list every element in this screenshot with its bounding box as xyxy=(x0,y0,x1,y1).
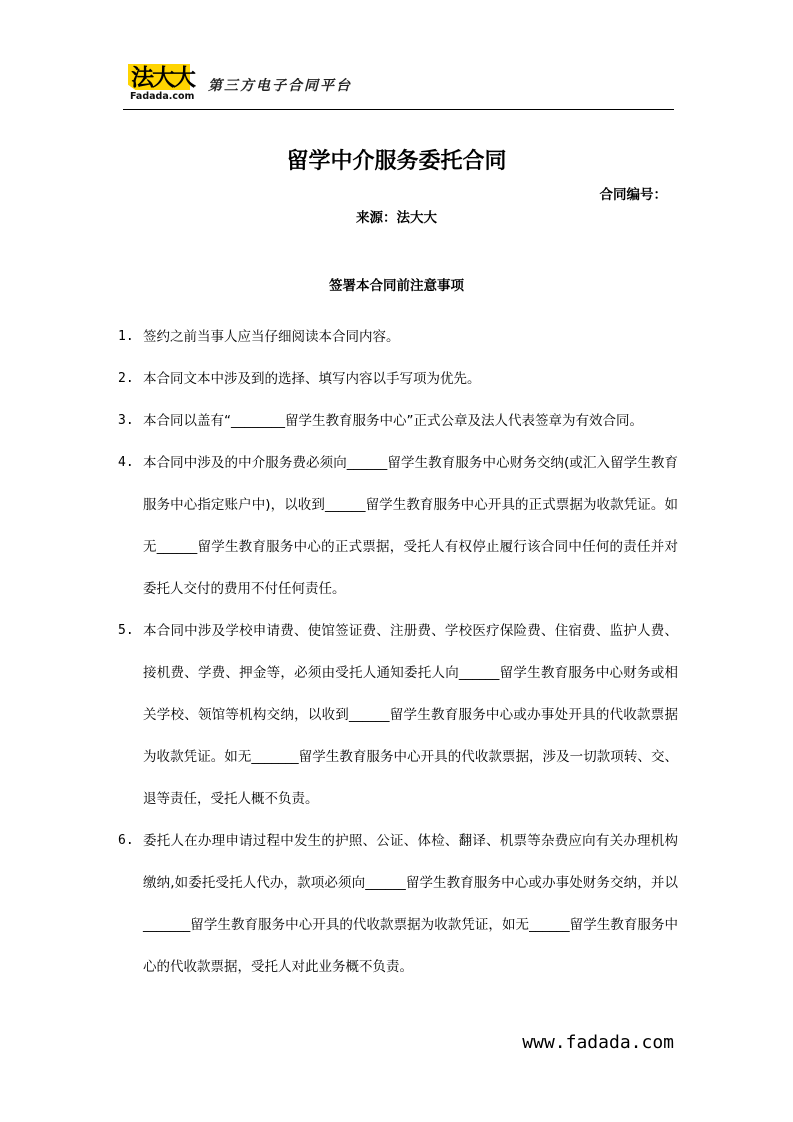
logo-text: 法大大 xyxy=(131,65,194,91)
notice-list xyxy=(118,316,678,988)
item-number: 3. xyxy=(118,413,134,428)
item-text: 本合同中涉及的中介服务费必须向______留学生教育服务中心财务交纳(或汇入留学生教育服务中心指定账户中)，以收到______留学生教育服务中心开具的正式票据为收款凭证。如无______留学生教育服务中心的正式票据，受托人有权停止履行该合同中任何的责任并对委托人交付的费用不付任何责任。 xyxy=(143,455,678,597)
item-text: 本合同以盖有“________留学生教育服务中心”正式公章及法人代表签章为有效合同。 xyxy=(143,413,643,429)
notice-heading: 签署本合同前注意事项 xyxy=(329,278,464,294)
item-number: 6. xyxy=(118,833,134,848)
platform-tagline: 第三方电子合同平台 xyxy=(208,78,352,94)
item-text: 本合同中涉及学校申请费、使馆签证费、注册费、学校医疗保险费、住宿费、监护人费、接机费、学费、押金等，必须由受托人通知委托人向______留学生教育服务中心财务或相关学校、领馆等机构交纳，以收到______留学生教育服务中心或办事处开具的代收款票据为收款凭证。如无_______留学生教育服务中心开具的代收款票据，涉及一切款项转、交、退等责任，受托人概不负责。 xyxy=(143,623,678,807)
notice-item xyxy=(118,400,678,442)
item-text: 本合同文本中涉及到的选择、填写内容以手写项为优先。 xyxy=(143,371,481,387)
document-title: 留学中介服务委托合同 xyxy=(286,148,507,174)
contract-number-label: 合同编号： xyxy=(599,187,667,203)
notice-item xyxy=(118,358,678,400)
fadada-logo xyxy=(128,64,198,104)
footer-website: www.fadada.com xyxy=(522,1032,674,1053)
notice-item xyxy=(118,610,678,820)
page-header xyxy=(123,60,674,110)
item-number: 1. xyxy=(118,329,134,344)
item-number: 4. xyxy=(118,455,134,470)
item-number: 2. xyxy=(118,371,134,386)
logo-subtext: Fadada.com xyxy=(130,91,195,102)
item-number: 5. xyxy=(118,623,134,638)
notice-item xyxy=(118,820,678,988)
notice-item xyxy=(118,316,678,358)
notice-item xyxy=(118,442,678,610)
source-line: 来源：法大大 xyxy=(356,210,437,226)
item-text: 委托人在办理申请过程中发生的护照、公证、体检、翻译、机票等杂费应向有关办理机构缴纳,如委托受托人代办，款项必须向______留学生教育服务中心或办事处财务交纳，并以_______留学生教育服务中心开具的代收款票据为收款凭证，如无______留学生教育服务中心的代收款票据，受托人对此业务概不负责。 xyxy=(143,833,678,975)
item-text: 签约之前当事人应当仔细阅读本合同内容。 xyxy=(143,329,400,345)
